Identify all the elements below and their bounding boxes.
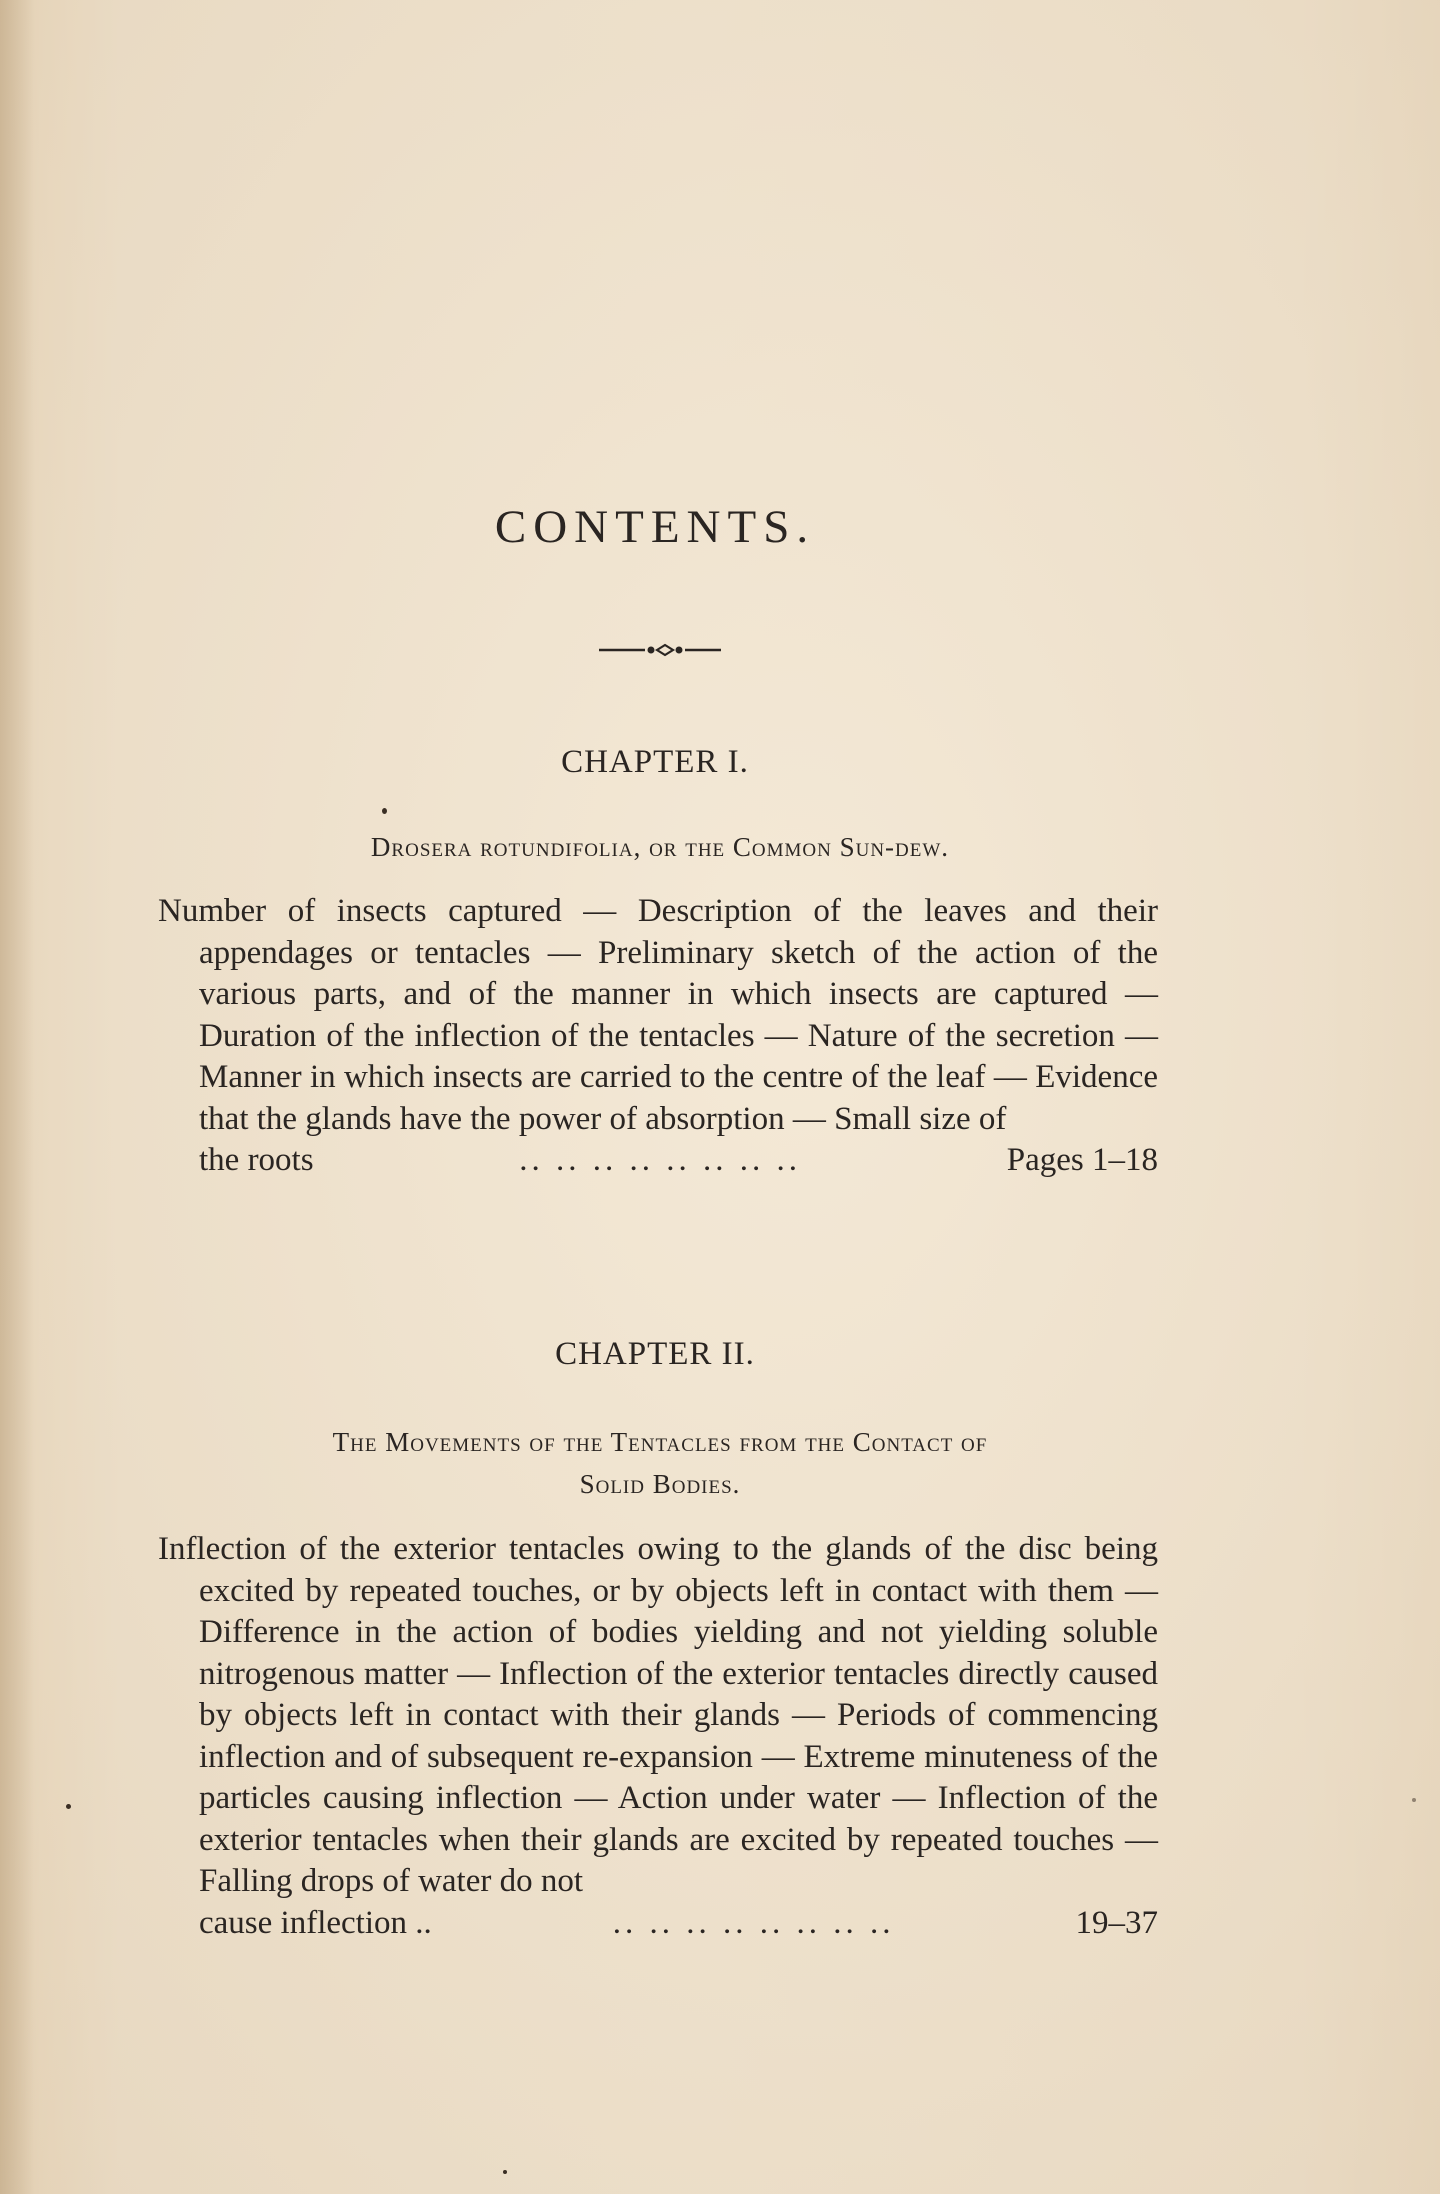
chapter-2-subtitle-line-2: Solid Bodies.: [579, 1469, 741, 1499]
chapter-1-last-line-text: the roots: [199, 1142, 314, 1178]
paper-speck: [66, 1804, 71, 1809]
paper-speck: [1412, 1798, 1416, 1802]
paper-speck: [382, 808, 387, 814]
chapter-1-leader-dots: .. .. .. .. .. .. .. ..: [519, 1142, 802, 1178]
chapter-2-last-line: [199, 1903, 1158, 1945]
chapter-1-summary-text: Number of insects captured — Description of the leaves and their appendages or tentacles — Preliminary sketch of the action of the various parts, and of the manner in which insects are captured — Duration of the inflection of the tentacles — Nature of the secretion — Manner in which insects are carried to the centre of the leaf — Evidence that the glands have the power of absorption — Small size of: [158, 893, 1158, 1137]
chapter-1-pages: Pages 1–18: [1006, 1142, 1158, 1178]
chapter-1-last-line: [199, 1140, 1158, 1182]
chapter-2-pages: 19–37: [1075, 1904, 1158, 1941]
chapter-1-subtitle-line: Drosera rotundifolia, or the Common Sun-dew.: [370, 832, 950, 862]
page-title: CONTENTS.: [494, 501, 816, 553]
chapter-2-last-line-text: cause inflection ..: [199, 1904, 432, 1941]
ornament-divider-icon: [595, 640, 725, 660]
paper-speck: [503, 2170, 507, 2174]
chapter-2-subtitle: [160, 1421, 1160, 1505]
chapter-1-summary: [158, 891, 1158, 1182]
chapter-2-title: CHAPTER II.: [555, 1336, 755, 1372]
chapter-1-subtitle: [160, 826, 1160, 868]
chapter-2-subtitle-line-1: The Movements of the Tentacles from the Contact of: [332, 1427, 988, 1457]
chapter-1-title: CHAPTER I.: [561, 744, 749, 780]
chapter-2-summary-text: Inflection of the exterior tentacles owing to the glands of the disc being excited by repeated touches, or by objects left in contact with them — Difference in the action of bodies yielding and not yielding soluble nitrogenous matter — Inflection of the exterior tentacles directly caused by objects left in contact with their glands — Periods of commencing inflection and of subsequent re-expansion — Extreme minuteness of the particles causing inflection — Action under water — Inflection of the exterior tentacles when their glands are excited by repeated touches — Falling drops of water do not: [158, 1531, 1158, 1899]
chapter-2-leader-dots: .. .. .. .. .. .. .. ..: [612, 1904, 895, 1941]
chapter-2-summary: [158, 1529, 1158, 1944]
